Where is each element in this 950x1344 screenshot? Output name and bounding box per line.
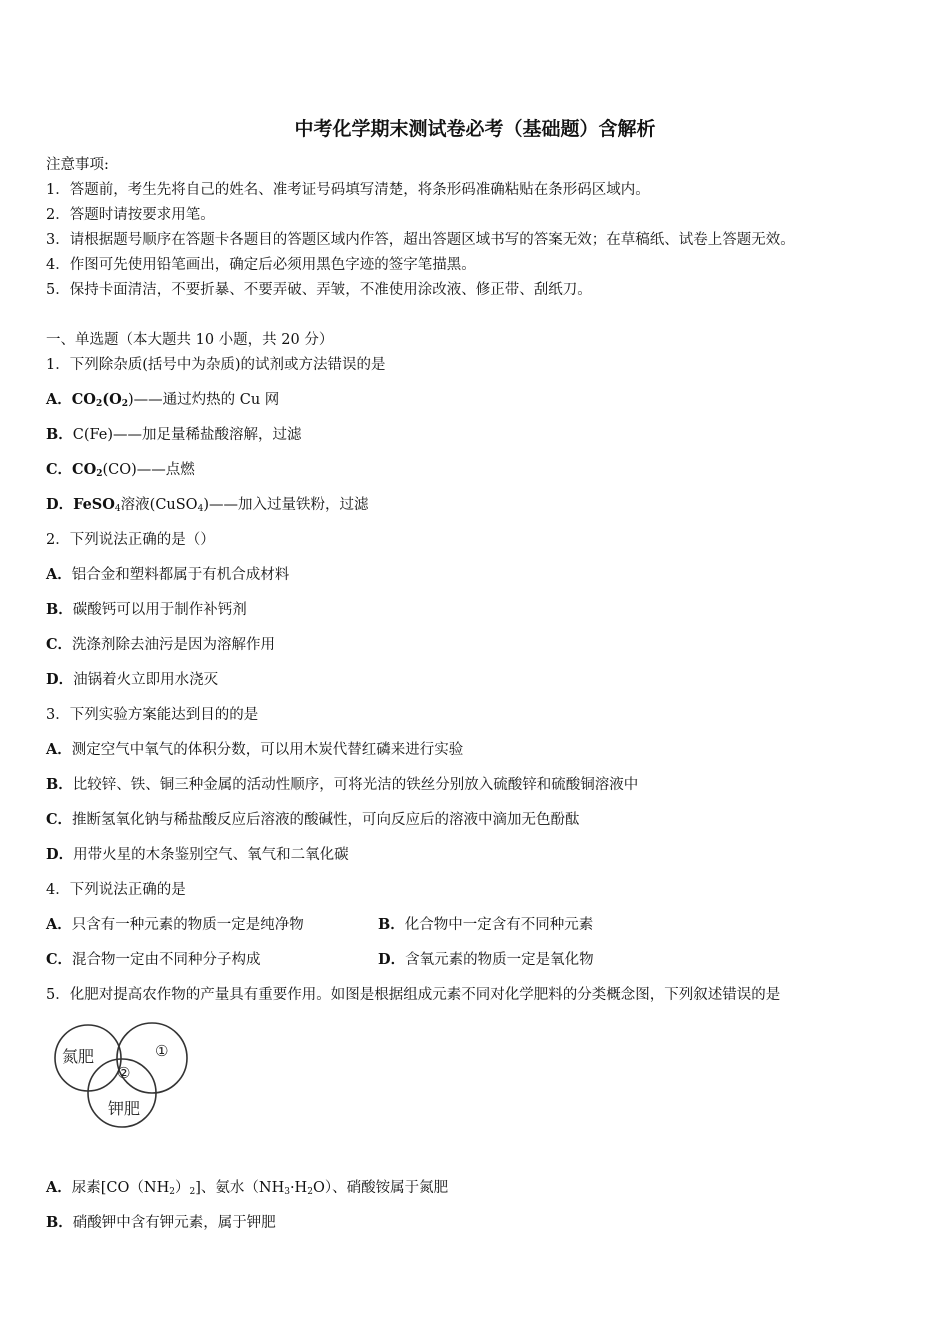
option-label: D． [378,951,406,968]
option-text: 用带火星的木条鉴别空气、氧气和二氧化碳 [73,847,349,863]
option-label: A． [46,391,72,408]
option-label: D． [46,846,74,863]
q4-option-b [378,913,593,934]
q1-option-b [46,423,302,444]
option-label: D． [46,496,74,513]
option-text: O）、硝酸铵属于氮肥 [312,1180,449,1196]
option-text: )——通过灼热的 Cu 网 [127,392,280,408]
subscript: 3 [284,1187,290,1197]
option-label: B． [46,776,73,793]
option-label: A． [46,741,72,758]
q4-option-c [46,948,261,969]
fertilizer-venn-diagram [50,1020,195,1130]
option-text: ） [174,1180,190,1196]
option-label: B． [46,1214,73,1231]
q2-option-d [46,668,218,689]
section-heading: 一、单选题（本大题共 10 小题，共 20 分） [46,332,334,348]
q2-option-b [46,598,247,619]
option-label: C． [46,811,73,828]
option-text: C(Fe)——加足量稀盐酸溶解，过滤 [72,427,302,443]
subscript: 4 [114,504,121,514]
venn-label-right: ① [155,1042,169,1060]
page-title: 中考化学期末测试卷必考（基础题）含解析 [294,118,656,140]
option-label: A． [46,566,72,583]
q5-option-b [46,1211,276,1232]
q1-option-c [46,458,195,479]
formula-text: CO [72,461,97,478]
subscript: 2 [96,469,103,479]
q1-option-a [46,388,279,409]
q3-option-a [46,738,463,759]
option-text: ]、氨水（NH [195,1180,285,1196]
q4-option-d [378,948,594,969]
option-label: B． [46,426,73,443]
subscript: 4 [197,504,204,514]
option-text: 化合物中一定含有不同种元素 [404,917,594,933]
option-text: 测定空气中氧气的体积分数，可以用木炭代替红磷来进行实验 [71,742,464,758]
subscript: 2 [189,1187,196,1197]
q3-option-c [46,808,580,829]
option-text: ·H [289,1180,308,1196]
option-label: C． [46,951,73,968]
option-text: 比较锌、铁、铜三种金属的活动性顺序，可将光洁的铁丝分别放入硫酸锌和硫酸铜溶液中 [72,777,639,793]
option-text: 只含有一种元素的物质一定是纯净物 [71,917,304,933]
q3-option-b [46,773,638,794]
option-label: A． [46,916,72,933]
option-text: )——加入过量铁粉，过滤 [203,497,369,513]
formula-text: CO [71,391,96,408]
q3-option-d [46,843,349,864]
formula-text: FeSO [73,496,115,513]
option-label: B． [378,916,405,933]
option-text: 含氧元素的物质一定是氧化物 [405,952,594,968]
q1-option-d [46,493,368,514]
venn-label-center: ② [117,1064,131,1082]
notice-heading: 注意事项: [46,157,109,173]
notice-item-1: 1．答题前，考生先将自己的姓名、准考证号码填写清楚，将条形码准确粘贴在条形码区域内。 [46,182,650,198]
venn-label-bottom: 钾肥 [108,1099,141,1118]
option-label: B． [46,601,73,618]
option-text: 硝酸钾中含有钾元素，属于钾肥 [72,1215,276,1231]
q2-option-c [46,633,275,654]
subscript: 2 [121,399,128,409]
option-text: 碳酸钙可以用于制作补钙剂 [72,602,247,618]
option-label: C． [46,461,73,478]
option-label: D． [46,671,74,688]
subscript: 2 [307,1187,313,1197]
subscript: 2 [169,1187,175,1197]
q5-option-a [46,1176,448,1197]
q2-option-a [46,563,289,584]
venn-circle-right [117,1023,187,1093]
formula-text: 溶液(CuSO [120,497,198,513]
option-label: A． [46,1179,72,1196]
option-text: (CO)——点燃 [102,462,195,478]
option-text: 铝合金和塑料都属于有机合成材料 [71,567,290,583]
notice-item-3: 3．请根据题号顺序在答题卡各题目的答题区域内作答，超出答题区域书写的答案无效；在草稿纸、试卷上答题无效。 [46,232,795,248]
option-text: 混合物一定由不同种分子构成 [72,952,261,968]
option-label: C． [46,636,73,653]
q2-stem: 2．下列说法正确的是（） [46,532,215,548]
formula-text: (O [102,391,122,408]
q4-option-a [46,913,304,934]
venn-label-left: 氮肥 [62,1047,95,1066]
q4-stem: 4．下列说法正确的是 [46,882,186,898]
option-text: 推断氢氧化钠与稀盐酸反应后溶液的酸碱性，可向反应后的溶液中滴加无色酚酞 [72,812,580,828]
notice-item-2: 2．答题时请按要求用笔。 [46,207,215,223]
notice-item-4: 4．作图可先使用铅笔画出，确定后必须用黑色字迹的签字笔描黑。 [46,257,476,273]
q5-stem: 5．化肥对提高农作物的产量具有重要作用。如图是根据组成元素不同对化学肥料的分类概念图，下列叙述错误的是 [46,987,781,1003]
subscript: 2 [95,399,103,409]
q1-stem: 1．下列除杂质(括号中为杂质)的试剂或方法错误的是 [46,357,386,373]
notice-item-5: 5．保持卡面清洁，不要折暴、不要弄破、弄皱，不准使用涂改液、修正带、刮纸刀。 [46,282,592,298]
option-text: 尿素[CO（NH [71,1180,170,1196]
option-text: 油锅着火立即用水浇灭 [73,672,219,688]
option-text: 洗涤剂除去油污是因为溶解作用 [72,637,276,653]
q3-stem: 3．下列实验方案能达到目的的是 [46,707,259,723]
